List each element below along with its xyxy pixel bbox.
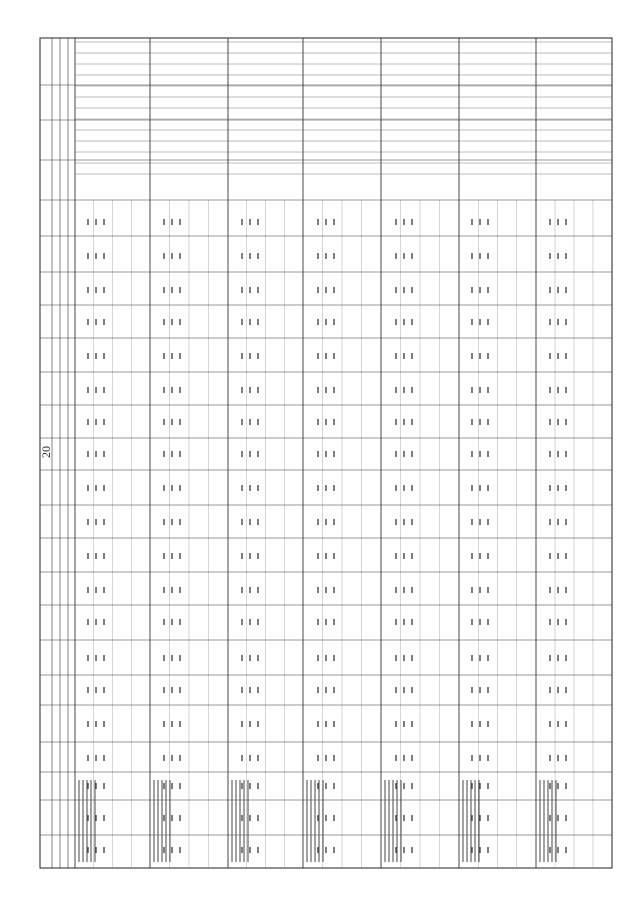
page-number: 20: [39, 446, 53, 458]
